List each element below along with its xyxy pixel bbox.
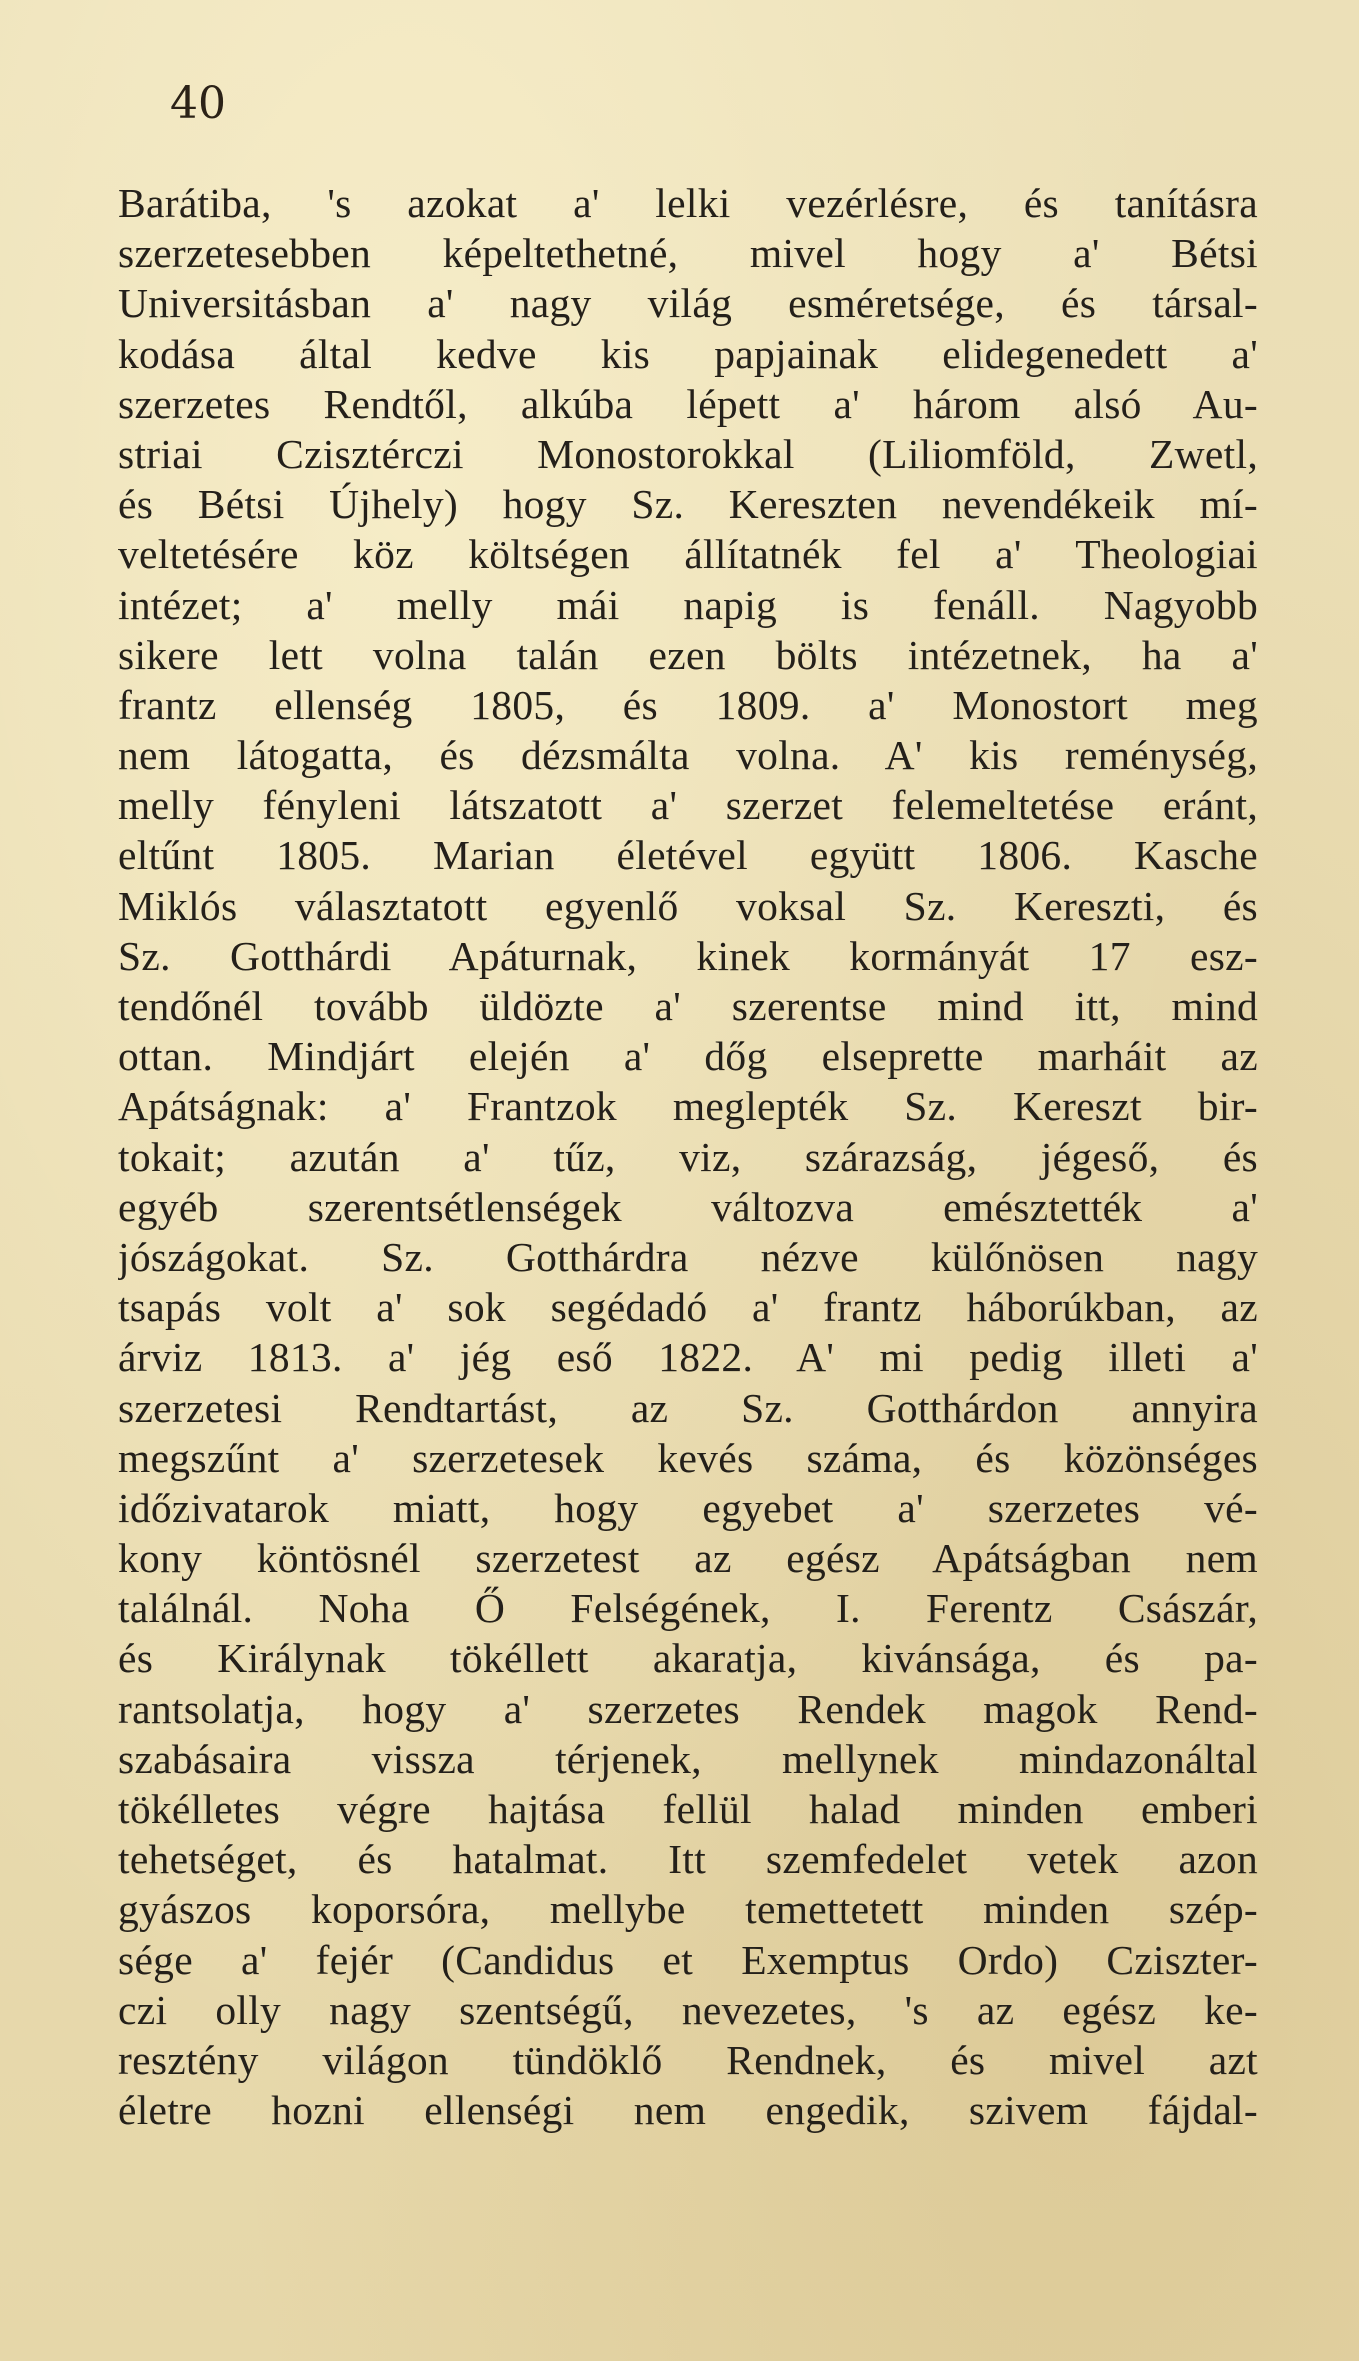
- body-text: [118, 178, 1258, 2135]
- text-line: szerzetesi Rendtartást, az Sz. Gotthárdon annyira: [118, 1384, 1258, 1431]
- text-line: gyászos koporsóra, mellybe temettetett minden szép-: [118, 1886, 1258, 1933]
- text-line: és Bétsi Újhely) hogy Sz. Kereszten nevendékeik mí-: [118, 481, 1258, 528]
- text-line: veltetésére köz költségen állítatnék fel a' Theologiai: [118, 531, 1258, 578]
- text-line: ottan. Mindjárt elején a' dőg elseprette marháit az: [118, 1033, 1258, 1080]
- text-line: Barátiba, 's azokat a' lelki vezérlésre, és tanításra: [118, 180, 1258, 226]
- text-line: intézet; a' melly mái napig is fenáll. Nagyobb: [118, 581, 1258, 628]
- text-line: melly fényleni látszatott a' szerzet felemeltetése eránt,: [118, 782, 1258, 829]
- text-line: resztény világon tündöklő Rendnek, és mivel azt: [118, 2036, 1258, 2083]
- text-line: jószágokat. Sz. Gotthárdra nézve külőnösen nagy: [118, 1233, 1258, 1280]
- text-line: kony köntösnél szerzetest az egész Apátságban nem: [118, 1535, 1258, 1582]
- text-line: eltűnt 1805. Marian életével együtt 1806. Kasche: [118, 832, 1258, 879]
- text-line: szabásaira vissza térjenek, mellynek mindazonáltal: [118, 1735, 1258, 1782]
- text-line: időzivatarok miatt, hogy egyebet a' szerzetes vé-: [118, 1484, 1258, 1531]
- text-line: kodása által kedve kis papjainak elidegenedett a': [118, 330, 1258, 377]
- text-line: szerzetesebben képeltethetné, mivel hogy a' Bétsi: [118, 230, 1258, 277]
- text-line: tsapás volt a' sok segédadó a' frantz háborúkban, az: [118, 1284, 1258, 1331]
- text-line: életre hozni ellenségi nem engedik, szivem fájdal-: [118, 2087, 1258, 2134]
- text-line: egyéb szerentsétlenségek változva emésztették a': [118, 1183, 1258, 1230]
- text-line: sikere lett volna talán ezen bölts intézetnek, ha a': [118, 631, 1258, 678]
- text-line: Universitásban a' nagy világ esméretsége, és társal-: [118, 280, 1258, 327]
- text-line: frantz ellenség 1805, és 1809. a' Monostort meg: [118, 681, 1258, 728]
- page-number: 40: [170, 78, 226, 129]
- text-line: striai Czisztérczi Monostorokkal (Liliomföld, Zwetl,: [118, 430, 1258, 477]
- text-line: rantsolatja, hogy a' szerzetes Rendek magok Rend-: [118, 1685, 1258, 1732]
- text-line: szerzetes Rendtől, alkúba lépett a' három alsó Au-: [118, 380, 1258, 427]
- text-line: tökélletes végre hajtása fellül halad minden emberi: [118, 1786, 1258, 1832]
- text-line: czi olly nagy szentségű, nevezetes, 's az egész ke-: [118, 1986, 1258, 2033]
- text-line: nem látogatta, és dézsmálta volna. A' kis reménység,: [118, 732, 1258, 779]
- text-line: Apátságnak: a' Frantzok meglepték Sz. Kereszt bir-: [118, 1083, 1258, 1130]
- text-line: Sz. Gotthárdi Apáturnak, kinek kormányát 17 esz-: [118, 932, 1258, 979]
- text-line: tokait; azután a' tűz, viz, szárazság, jégeső, és: [118, 1133, 1258, 1180]
- text-line: sége a' fejér (Candidus et Exemptus Ordo) Cziszter-: [118, 1936, 1258, 1983]
- text-line: árviz 1813. a' jég eső 1822. A' mi pedig illeti a': [118, 1334, 1258, 1381]
- text-line: tehetséget, és hatalmat. Itt szemfedelet vetek azon: [118, 1836, 1258, 1883]
- text-line: találnál. Noha Ő Felségének, I. Ferentz Császár,: [118, 1585, 1258, 1632]
- text-line: tendőnél tovább üldözte a' szerentse mind itt, mind: [118, 983, 1258, 1029]
- text-line: megszűnt a' szerzetesek kevés száma, és közönséges: [118, 1434, 1258, 1481]
- text-line: és Királynak tökéllett akaratja, kivánsága, és pa-: [118, 1635, 1258, 1682]
- text-line: Miklós választatott egyenlő voksal Sz. Kereszti, és: [118, 882, 1258, 929]
